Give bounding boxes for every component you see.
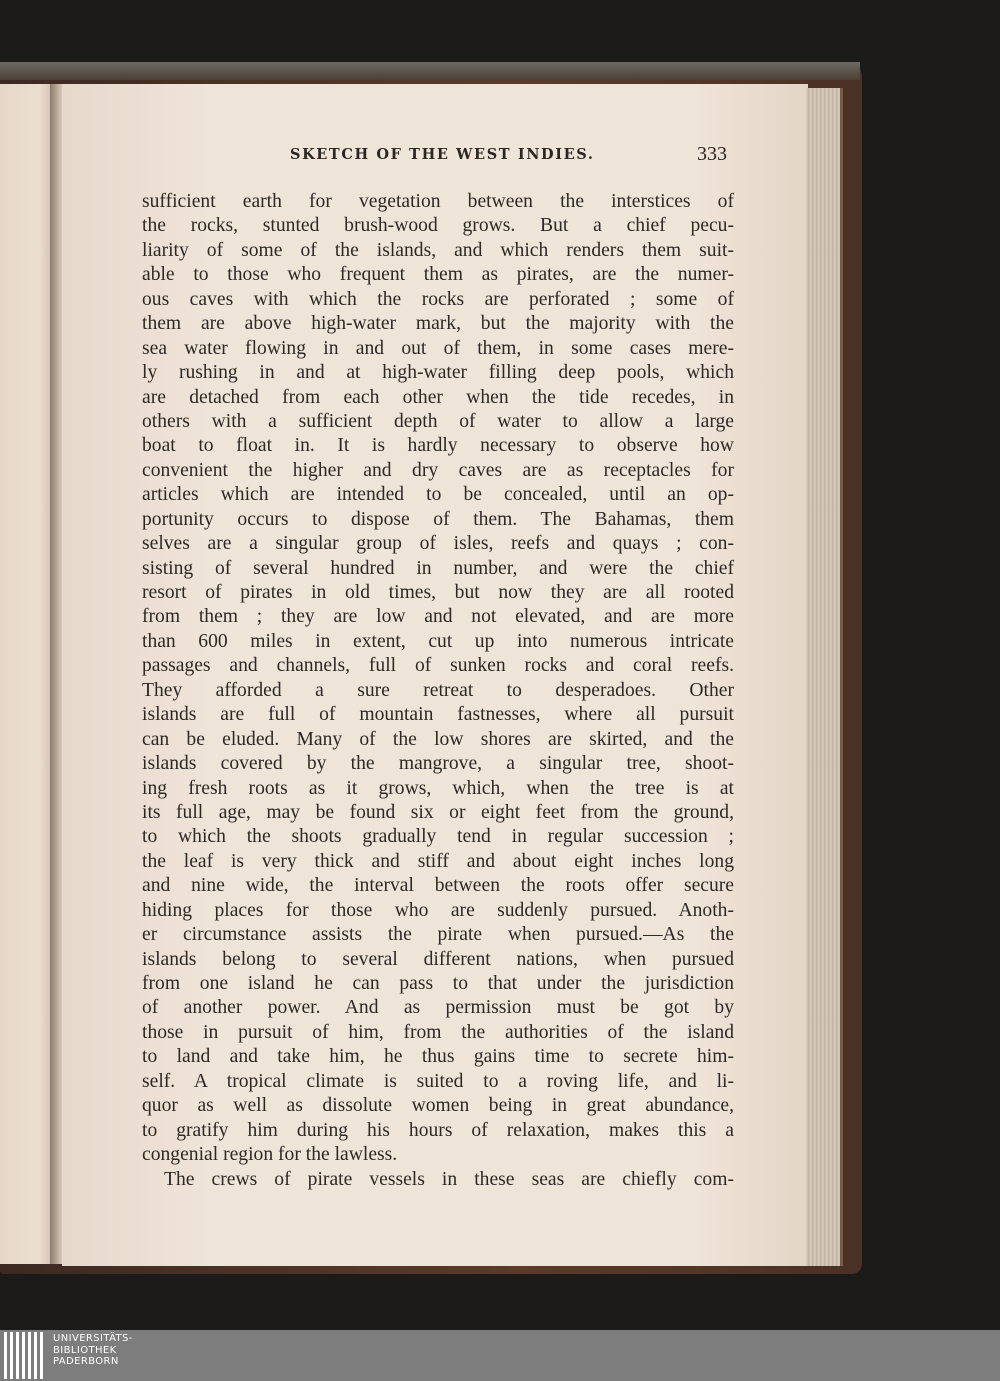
text-line: able to those who frequent them as pirates, are the numer- — [142, 264, 734, 286]
text-line: others with a sufficient depth of water to allow a large — [142, 410, 734, 432]
text-line: resort of pirates in old times, but now they are all rooted — [142, 582, 734, 603]
text-line: quor as well as dissolute women being in great abundance, — [142, 1095, 734, 1117]
text-line: them are above high-water mark, but the majority with the — [142, 313, 734, 335]
left-page-edge — [0, 84, 56, 1264]
text-line: ing fresh roots as it grows, which, when the tree is at — [142, 777, 734, 799]
text-line: from them ; they are low and not elevated, and are more — [142, 606, 734, 628]
text-line: islands belong to several different nations, when pursued — [142, 948, 734, 970]
text-line: passages and channels, full of sunken rocks and coral reefs. — [142, 655, 734, 677]
library-name — [53, 1333, 133, 1368]
text-line: those in pursuit of him, from the authorities of the island — [142, 1021, 734, 1043]
text-line: to land and take him, he thus gains time to secrete him- — [142, 1046, 734, 1068]
library-logo-icon — [4, 1332, 44, 1379]
library-name-line: BIBLIOTHEK — [53, 1344, 117, 1356]
running-head: SKETCH OF THE WEST INDIES. — [290, 146, 595, 163]
text-line: liarity of some of the islands, and which renders them suit- — [142, 239, 734, 261]
text-line: from one island he can pass to that under the jurisdiction — [142, 973, 734, 994]
text-line: sea water flowing in and out of them, in some cases mere- — [142, 337, 734, 359]
text-line: its full age, may be found six or eight feet from the ground, — [142, 801, 734, 823]
text-line: er circumstance assists the pirate when pursued.—As the — [142, 924, 734, 946]
text-line: sisting of several hundred in number, and were the chief — [142, 557, 734, 579]
text-line: the rocks, stunted brush-wood grows. But a chief pecu- — [142, 215, 734, 237]
text-line: hiding places for those who are suddenly pursued. Anoth- — [142, 899, 734, 921]
text-line: articles which are intended to be concealed, until an op- — [142, 484, 734, 506]
text-line: are detached from each other when the tide recedes, in — [142, 386, 734, 408]
text-line: than 600 miles in extent, cut up into numerous intricate — [142, 630, 734, 652]
text-line: They afforded a sure retreat to desperadoes. Other — [142, 679, 734, 701]
text-line: and nine wide, the interval between the roots offer secure — [142, 875, 734, 897]
text-line: The crews of pirate vessels in these seas are chiefly com- — [164, 1168, 734, 1190]
text-line: selves are a singular group of isles, reefs and quays ; con- — [142, 533, 734, 555]
text-line: the leaf is very thick and stiff and about eight inches long — [142, 850, 734, 872]
library-name-line: PADERBORN — [53, 1356, 119, 1367]
text-line: congenial region for the lawless. — [142, 1144, 398, 1166]
text-line: islands are full of mountain fastnesses, where all pursuit — [142, 704, 734, 726]
page-number: 333 — [697, 143, 727, 165]
text-line: of another power. And as permission must be got by — [142, 997, 734, 1019]
text-line: ous caves with which the rocks are perforated ; some of — [142, 288, 734, 310]
text-line: islands covered by the mangrove, a singular tree, shoot- — [142, 753, 734, 775]
text-line: to gratify him during his hours of relaxation, makes this a — [142, 1119, 734, 1141]
text-line: self. A tropical climate is suited to a roving life, and li- — [142, 1070, 734, 1092]
text-line: sufficient earth for vegetation between the interstices of — [142, 191, 734, 212]
text-line: to which the shoots gradually tend in regular succession ; — [142, 826, 734, 848]
page-stack-edges — [806, 88, 843, 1266]
book-cover-top-edge — [0, 62, 860, 80]
text-line: ly rushing in and at high-water filling deep pools, which — [142, 362, 734, 384]
library-name-line: UNIVERSITÄTS- — [53, 1333, 133, 1344]
library-footer-bar — [0, 1330, 1000, 1381]
text-line: boat to float in. It is hardly necessary to observe how — [142, 435, 734, 457]
text-line: convenient the higher and dry caves are as receptacles for — [142, 459, 734, 481]
body-text — [142, 190, 734, 1192]
text-line: portunity occurs to dispose of them. The Bahamas, them — [142, 508, 734, 530]
text-line: can be eluded. Many of the low shores are skirted, and the — [142, 728, 734, 750]
